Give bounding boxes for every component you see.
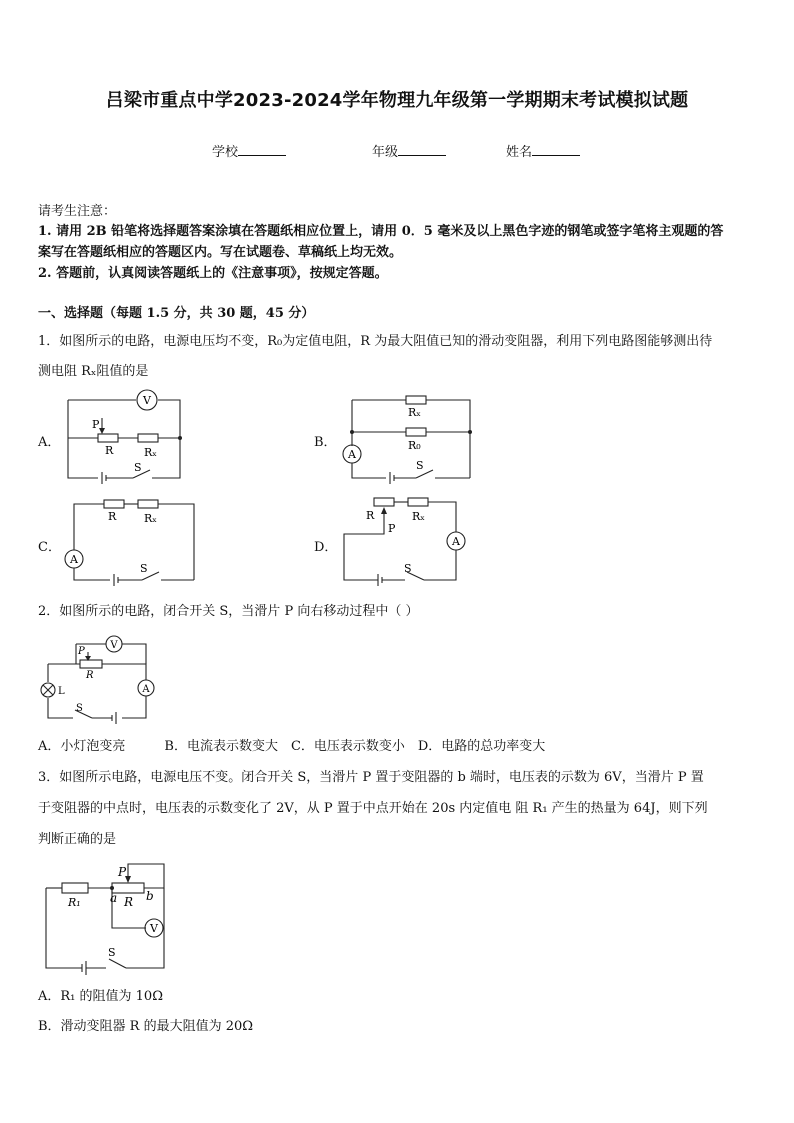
q1-option-c: C．: [38, 540, 61, 555]
label-voltmeter: V: [143, 394, 151, 407]
label-lamp: L: [58, 686, 65, 697]
name-label: 姓名: [506, 145, 533, 160]
grade-blank[interactable]: [398, 143, 446, 156]
q3-stem-line2: 于变阻器的中点时，电压表的示数变化了 2V，从 P 置于中点开始在 20s 内定值电 阻 R₁ 产生的热量为 64J，则下列: [38, 801, 708, 816]
label-s: S: [404, 562, 412, 575]
q1-stem-line2: 测电阻 Rₓ阻值的是: [38, 364, 149, 379]
label-voltmeter: V: [110, 640, 118, 651]
q3-stem-line1: 3．如图所示电路，电源电压不变。闭合开关 S，当滑片 P 置于变阻器的 b 端时，电压表的示数为 6V，当滑片 P 置: [38, 770, 704, 785]
label-p: P: [78, 646, 85, 657]
label-r: R: [108, 510, 117, 523]
label-r: R: [124, 895, 134, 909]
q3-option-a: A．R₁ 的阻值为 10Ω: [38, 989, 163, 1004]
grade-label: 年级: [372, 145, 399, 160]
label-rx: Rₓ: [408, 406, 421, 419]
notice-item-1a: 1. 请用 2B 铅笔将选择题答案涂填在答题纸相应位置上，请用 0．5 毫米及以上黑色字迹的钢笔或签字笔将主观题的答: [38, 224, 724, 239]
label-rx: Rₓ: [144, 512, 157, 525]
label-p: P: [92, 418, 100, 431]
q3-option-b: B．滑动变阻器 R 的最大阻值为 20Ω: [38, 1019, 254, 1034]
label-r0: R₀: [408, 439, 421, 452]
section-heading: 一、选择题（每题 1.5 分，共 30 题，45 分）: [38, 306, 315, 321]
label-s: S: [416, 459, 424, 472]
circuit-diagram-a: [58, 388, 188, 488]
label-s: S: [134, 461, 142, 474]
q2-options: A．小灯泡变亮 B．电流表示数变大 C．电压表示数变小 D．电路的总功率变大: [38, 739, 546, 754]
label-r: R: [105, 444, 114, 457]
q3-stem-line3: 判断正确的是: [38, 832, 117, 847]
grade-field: [372, 141, 446, 160]
notice-item-1b: 案写在答题纸相应的答题区内。写在试题卷、草稿纸上均无效。: [38, 245, 403, 260]
q1-option-d: D．: [314, 540, 338, 555]
label-s: S: [108, 946, 116, 959]
notice-item-2: 2. 答题前，认真阅读答题纸上的《注意事项》，按规定答题。: [38, 266, 388, 281]
q1-stem-line1: 1．如图所示的电路，电源电压均不变，R₀为定值电阻，R 为最大阻值已知的滑动变阻器，利用下列电路图能够测出待: [38, 334, 713, 349]
label-p: P: [118, 865, 127, 879]
label-rx: Rₓ: [144, 446, 157, 459]
label-ammeter: A: [70, 553, 78, 566]
label-a: a: [110, 891, 118, 905]
label-ammeter: A: [348, 448, 356, 461]
label-b: b: [146, 889, 154, 903]
label-p: P: [388, 522, 396, 535]
label-r: R: [366, 509, 375, 522]
circuit-diagram-q2: [38, 632, 158, 724]
label-ammeter: A: [142, 684, 150, 695]
label-ammeter: A: [452, 535, 460, 548]
name-field: [506, 141, 580, 160]
label-s: S: [76, 703, 83, 714]
circuit-diagram-d: [336, 494, 472, 588]
notice-heading: 请考生注意：: [38, 204, 117, 219]
circuit-diagram-c: [62, 496, 202, 588]
school-blank[interactable]: [238, 143, 286, 156]
label-rx: Rₓ: [412, 510, 425, 523]
school-label: 学校: [212, 145, 239, 160]
name-blank[interactable]: [532, 143, 580, 156]
circuit-diagram-b: [336, 392, 478, 487]
q1-option-a: A．: [38, 435, 61, 450]
page-title: 吕梁市重点中学2023-2024学年物理九年级第一学期期末考试模拟试题: [105, 90, 689, 111]
label-voltmeter: V: [150, 922, 158, 935]
q1-option-b: B．: [314, 435, 337, 450]
circuit-diagram-q3: [40, 858, 170, 976]
school-field: [212, 141, 286, 160]
label-r1: R₁: [68, 896, 81, 909]
q2-stem: 2．如图所示的电路，闭合开关 S，当滑片 P 向右移动过程中（ ）: [38, 604, 419, 619]
label-r: R: [86, 670, 94, 681]
label-s: S: [140, 562, 148, 575]
